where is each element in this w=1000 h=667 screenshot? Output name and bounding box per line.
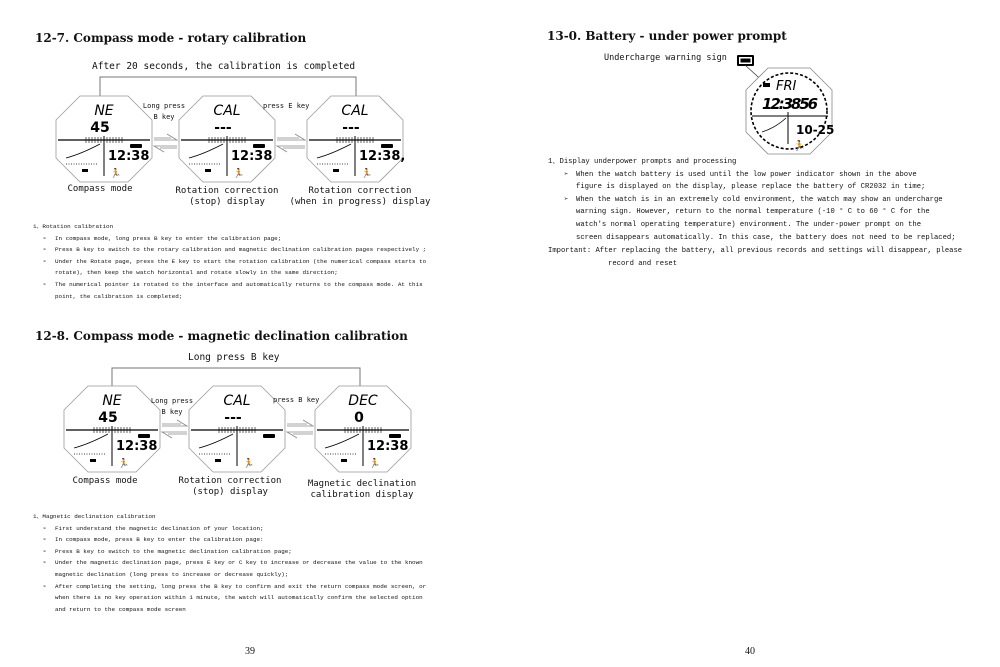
runner-icon: 🏃	[233, 169, 245, 179]
runner-icon: 🏃	[369, 459, 381, 469]
list-items	[33, 523, 426, 616]
watch-value-text: ---	[214, 120, 232, 136]
important-note	[548, 245, 962, 270]
page-number: 40	[745, 646, 755, 657]
section-title-magnetic-declination: 12-8. Compass mode - magnetic declination calibration	[35, 329, 408, 343]
time-display: 12:38	[108, 149, 150, 164]
list-item-line: ➢ After completing the setting, long press the B key to confirm and exit the return compass mode screen, or	[33, 581, 426, 593]
label-line: Rotation correction	[308, 186, 412, 196]
list-item-line: ➢ When the watch is in an extremely cold environment, the watch may show an undercharge	[554, 194, 962, 207]
indicator-icon	[341, 459, 347, 462]
battery-icon	[389, 434, 401, 438]
arrow-label-line: Long press	[142, 102, 186, 110]
list-item-line: magnetic declination (long press to increase or decrease quickly);	[55, 570, 289, 578]
list-title: 1、Display underpower prompts and processing	[548, 158, 737, 166]
list-item-line: ➢ Press B key to switch to the magnetic declination calibration page;	[33, 546, 426, 558]
label-line: (stop) display	[192, 487, 268, 497]
watch-face	[64, 386, 160, 472]
battery-icon	[263, 434, 275, 438]
watch-mode-text: CAL	[213, 103, 241, 119]
list-item-line: ➢ Press B key to switch to the rotary calibration and magnetic declination calibration pages respectively ;	[33, 244, 426, 256]
watch-label	[160, 476, 300, 498]
watch-label: Compass mode	[67, 184, 133, 194]
watch-mode-text: CAL	[223, 393, 251, 409]
list-item-line: warning sign. However, return to the normal temperature (-10 ° C to 60 ° C for the	[576, 208, 930, 217]
list-item-line: screen disappears automatically. In this case, the battery does not need to be replaced;	[576, 233, 956, 242]
runner-icon: 🏃	[243, 459, 255, 469]
arrow-label-long-press	[150, 396, 194, 418]
arrow-label-line: B key	[161, 408, 183, 416]
watch-label: Compass mode	[72, 476, 138, 486]
watch-value-text: 45	[98, 410, 118, 426]
indicator-icon	[215, 459, 221, 462]
watch-value-text: 45	[90, 120, 110, 136]
day-display: FRI	[776, 79, 797, 94]
watch-label	[292, 479, 432, 501]
watch-value-text: ---	[224, 410, 242, 426]
arrow-label-press-e: press E key	[263, 102, 310, 110]
runner-icon: 🏃	[361, 169, 373, 179]
section-title-battery: 13-0. Battery - under power prompt	[547, 29, 787, 43]
list-item-line: point, the calibration is completed;	[55, 292, 183, 300]
list-title: 1、Magnetic declination calibration	[33, 513, 156, 520]
list-item-line: watch's normal operating temperature) environment. The under-power prompt on the	[576, 220, 922, 229]
list-item-line: when there is no key operation within 1 minute, the watch will automatically confirm the selected option	[55, 594, 423, 602]
list-item-line: ➢ In compass mode, press B key to enter the calibration page:	[33, 534, 426, 546]
important-line: Important: After replacing the battery, all previous records and settings will disappear, please	[548, 247, 963, 256]
time-display: 12:38	[231, 149, 273, 164]
label-line: Rotation correction	[178, 476, 282, 486]
time-display: 12:3856	[762, 95, 818, 113]
list-items	[548, 169, 962, 245]
indicator-icon	[90, 459, 96, 462]
arrow-label-press-b: press B key	[273, 396, 320, 404]
figure-caption: Undercharge warning sign	[604, 53, 727, 63]
arrow-label-line: B key	[153, 113, 175, 121]
list-item-line: figure is displayed on the display, please replace the battery of CR2032 in time;	[576, 183, 926, 192]
runner-icon: 🏃	[118, 459, 130, 469]
time-display: 12:38	[116, 439, 158, 454]
declination-calibration-list	[33, 511, 426, 615]
watch-face	[189, 386, 285, 472]
list-item-line: rotate), then keep the watch horizontal and rotate slowly in the same direction;	[55, 269, 338, 277]
time-display: 12:38	[367, 439, 409, 454]
list-item-line: ➢ Under the magnetic declination page, press E key or C key to increase or decrease the value to the known	[33, 557, 426, 569]
time-display: 12:38,	[359, 149, 406, 164]
section-title-rotary-calibration: 12-7. Compass mode - rotary calibration	[35, 31, 307, 45]
runner-icon: 🏃	[110, 169, 122, 179]
figure-caption: Long press B key	[188, 352, 280, 363]
transition-arrows	[287, 420, 313, 438]
battery-watch-face	[740, 60, 835, 160]
arrow-label-line: Long press	[150, 397, 194, 405]
watch-mode-text: CAL	[341, 103, 369, 119]
date-display: 10-25	[796, 123, 835, 137]
battery-icon	[138, 434, 150, 438]
transition-arrows	[162, 420, 187, 438]
important-line: record and reset	[608, 259, 678, 268]
list-title: 1、Rotation calibration	[33, 223, 114, 230]
label-line: Magnetic declination	[307, 479, 417, 489]
list-item-line: ➢ When the watch battery is used until the low power indicator shown in the above	[554, 169, 962, 182]
label-line: (stop) display	[189, 197, 265, 207]
page-number: 39	[245, 646, 255, 657]
watch-value-text: ---	[342, 120, 360, 136]
watch-mode-text: NE	[102, 393, 122, 409]
watch-mode-text: NE	[94, 103, 114, 119]
figure-caption: After 20 seconds, the calibration is completed	[92, 61, 356, 72]
label-line: calibration display	[310, 490, 414, 500]
watch-value-text: 0	[354, 410, 364, 426]
list-item-line: ➢ Under the Rotate page, press the E key to start the rotation calibration (the numerical compass starts to	[33, 256, 426, 268]
watch-face	[315, 386, 411, 472]
label-line: Rotation correction	[175, 186, 279, 196]
label-line: (when in progress) display	[289, 197, 431, 207]
list-item-line: ➢ The numerical pointer is rotated to the interface and automatically returns to the compass mode. At this	[33, 279, 426, 291]
watch-mode-text: DEC	[348, 393, 378, 409]
runner-icon: 🏃	[793, 141, 806, 152]
underpower-list	[548, 156, 962, 270]
list-item-line: ➢ First understand the magnetic declination of your location;	[33, 523, 426, 535]
list-item-line: ➢ In compass mode, long press B key to enter the calibration page;	[33, 233, 426, 245]
list-item-line: and return to the compass mode screen	[55, 605, 186, 613]
